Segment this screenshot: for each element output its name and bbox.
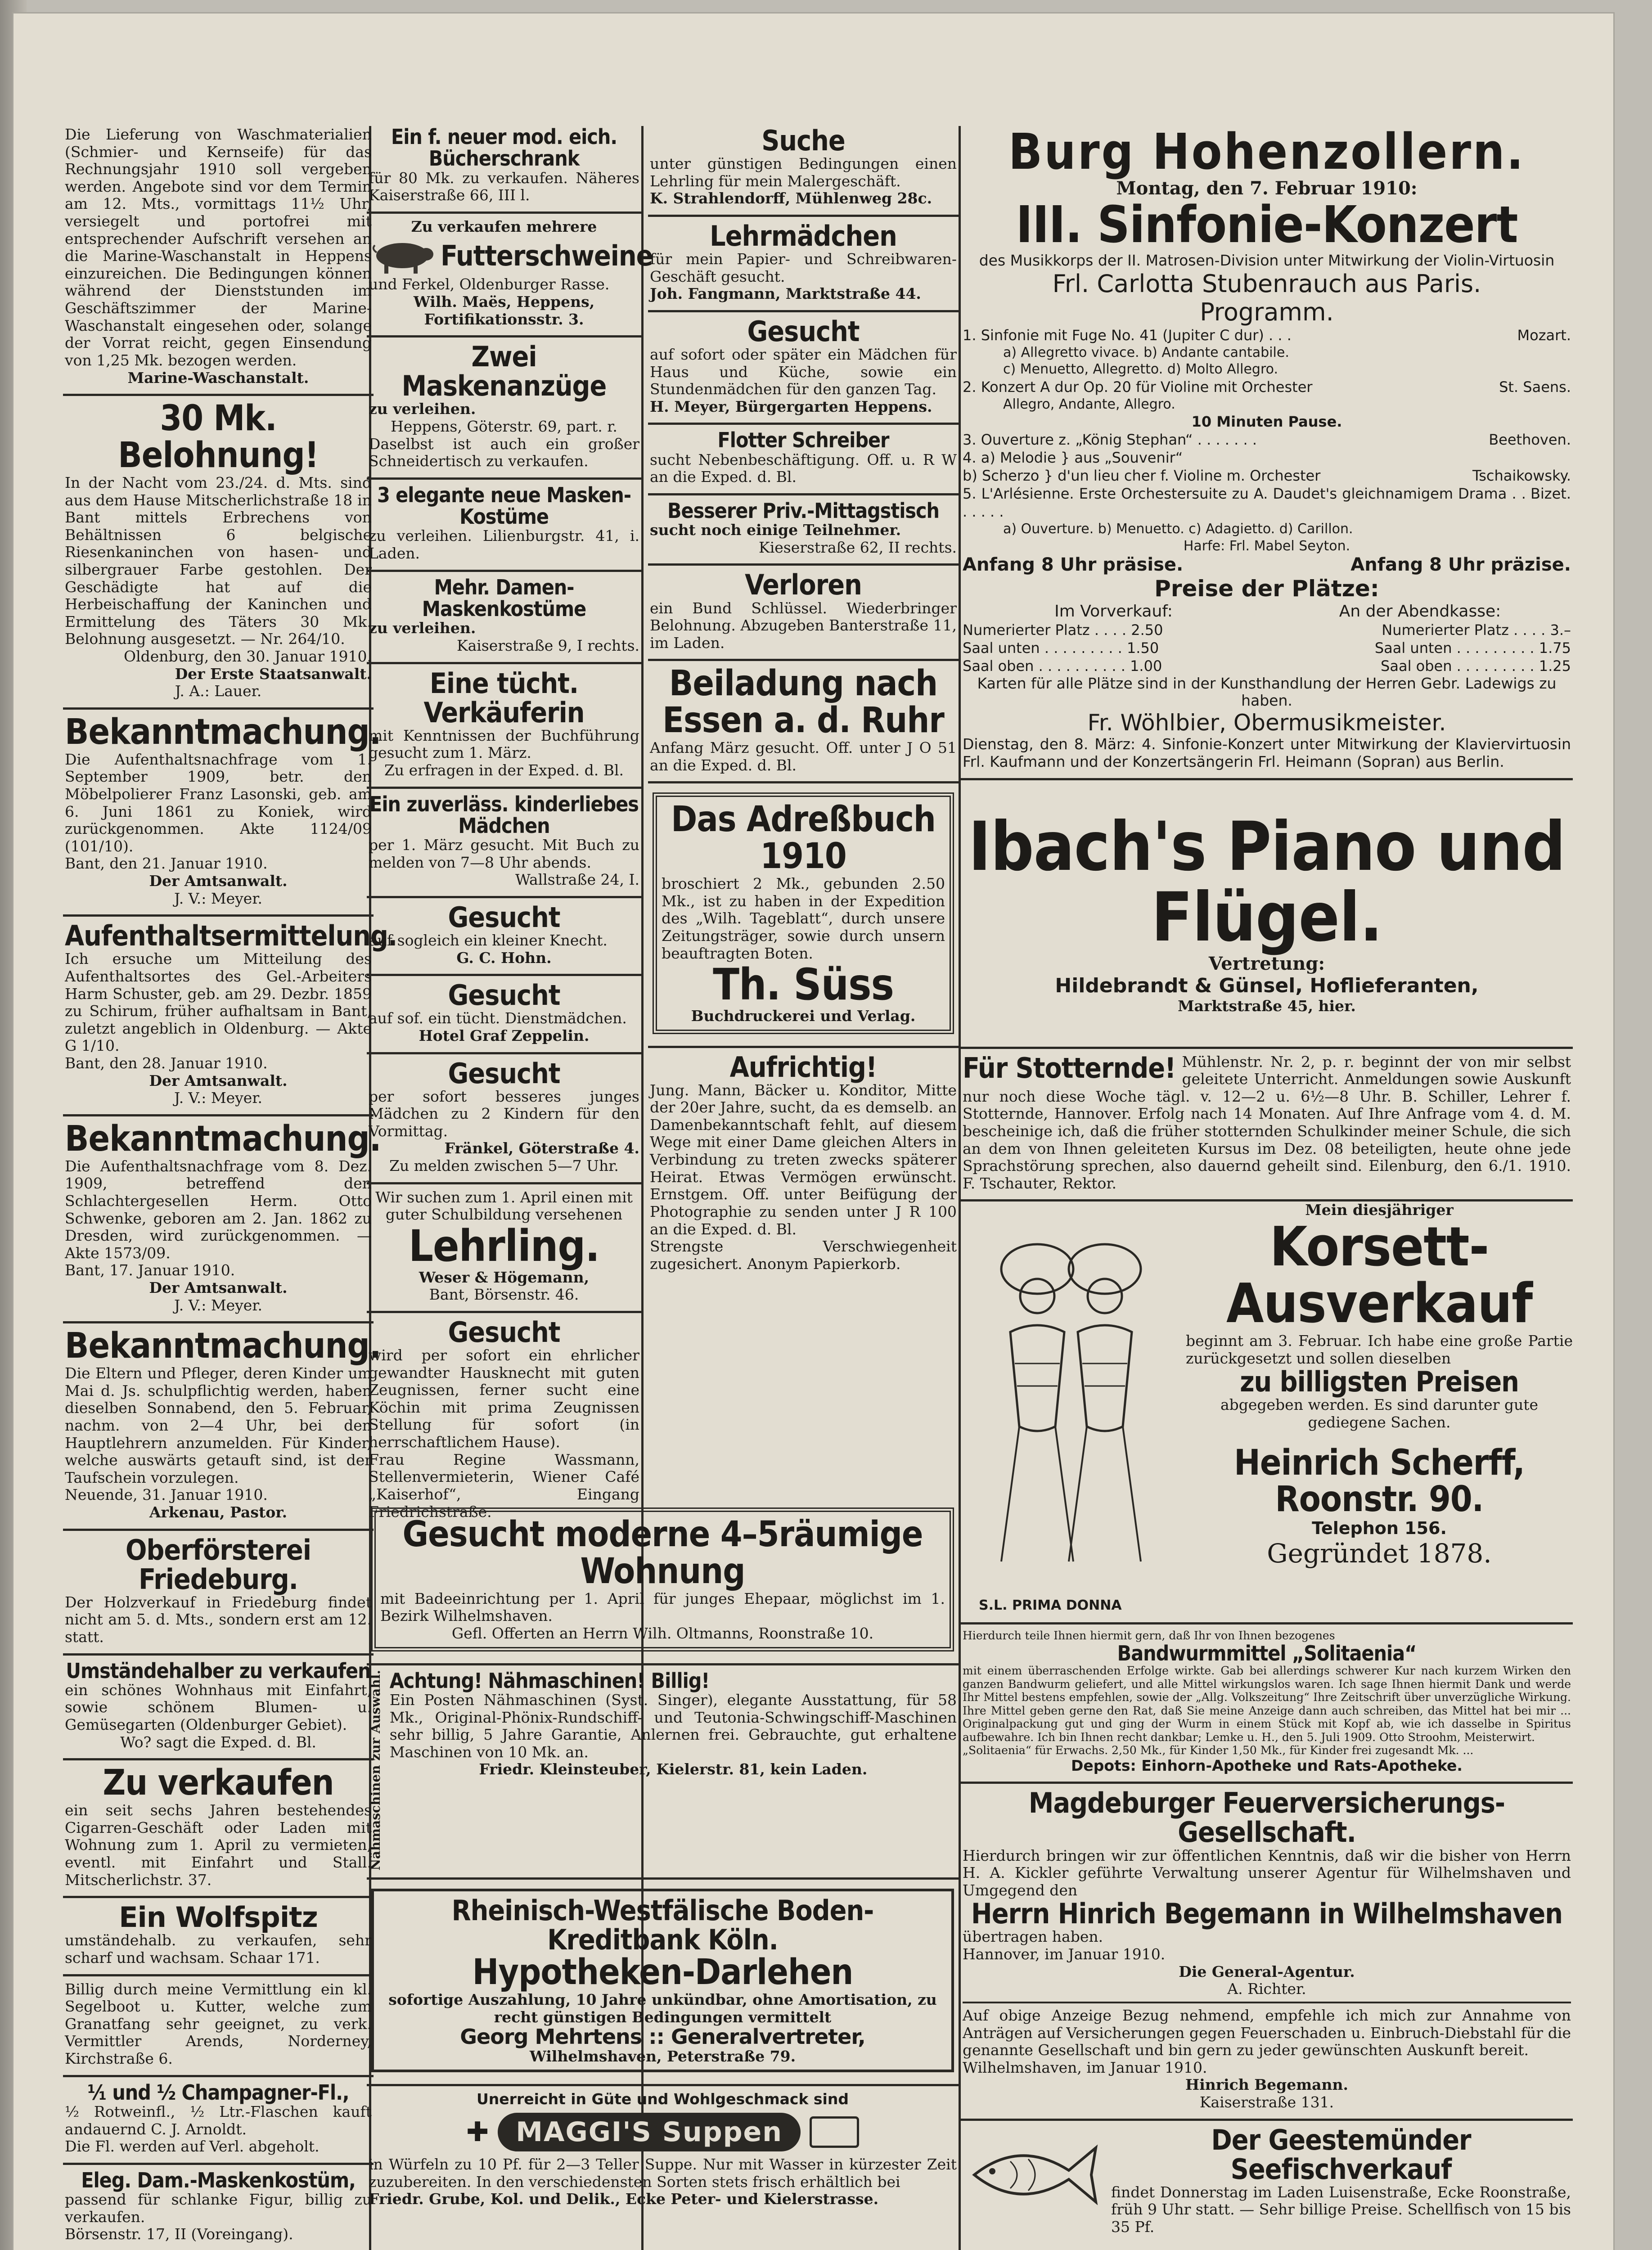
ad-text: Billig durch meine Vermittlung ein kl. Segelboot u. Kutter, welche zum Granatfang sehr geeignet, zu verk. Vermittler Arends, Norderney, Kirchstraße 6. bbox=[65, 1980, 372, 2067]
price-row: Saal unten . . . . . . . . . 1.50 Saal unten . . . . . . . . . 1.75 bbox=[963, 639, 1571, 657]
ad-address: Wilhelmshaven, Peterstraße 79. bbox=[529, 2047, 796, 2065]
ad-signature: Georg Mehrtens :: Generalvertreter, bbox=[460, 2025, 865, 2049]
ad-text: für mein Papier- und Schreibwaren-Geschäft gesucht. bbox=[650, 250, 957, 285]
ad-cigarren bbox=[63, 1760, 374, 1898]
ad-title: Futterschweine bbox=[441, 239, 653, 272]
concert-soloist: Frl. Carlotta Stubenrauch aus Paris. bbox=[1052, 269, 1481, 298]
ad-pretext: Wir suchen zum 1. April einen mit guter Schulbildung versehenen bbox=[375, 1188, 633, 1224]
ad-text: Die Fl. werden auf Verl. abgeholt. bbox=[65, 2138, 320, 2156]
ad-text: Jung. Mann, Bäcker u. Konditor, Mitte der 20er Jahre, sucht, da es demselb. an Damenbekanntschaft fehlt, auf diesem Wege mit einer Dame gleichen Alters in Verbindung zu treten zwecks späterer Heirat. Etwas Vermögen erwünscht. Ernstgem. Off. unter Beifügung der Photographie zu senden unter J R 100 an die Exped. d. Bl. bbox=[650, 1081, 957, 1238]
ad-text: Anfang März gesucht. Off. unter J O 51 an die Exped. d. Bl. bbox=[650, 739, 957, 774]
ad-rep: Vertretung: bbox=[1208, 953, 1325, 974]
ad-text: ½ Rotweinfl., ½ Ltr.-Flaschen kauft andauernd C. J. Arnoldt. bbox=[65, 2102, 372, 2138]
ad-text: Die Eltern und Pfleger, deren Kinder um Mai d. Js. schulpflichtig werden, haben dieselben Sonnabend, den 5. Februar, nachm. von 2—4 Uhr, bei den Hauptlehrern anzumelden. Für Kinder, welche auswärts getauft sind, ist der Taufschein vorzulegen. bbox=[65, 1364, 372, 1486]
ad-text: Die Aufenthaltsnachfrage vom 8. Dez. 1909, betreffend den Schlachtergesellen Herm. Otto Schwenke, geboren am 2. Jan. 1862 zu Dresden, wird zurückgenommen. — Akte 1573/09. bbox=[65, 1157, 372, 1262]
ad-signature: Der Amtsanwalt. bbox=[149, 872, 288, 890]
ad-place-date: Neuende, 31. Januar 1910. bbox=[65, 1486, 268, 1504]
program-row: 2. Konzert A dur Op. 20 für Violine mit Orchester St. Saens. bbox=[963, 378, 1571, 396]
ad-oberfoersterei bbox=[63, 1531, 374, 1656]
ad-address: Kaiserstraße 131. bbox=[1199, 2093, 1334, 2111]
ad-waschmaterialien bbox=[63, 122, 374, 396]
ad-title: Gesucht bbox=[448, 1057, 560, 1090]
ad-subtitle: Hypotheken-Darlehen bbox=[472, 1952, 853, 1993]
program-row: 3. Ouverture z. „König Stephan“ . . . . . . . Beethoven. bbox=[963, 431, 1571, 449]
ad-text: Gefl. Offerten an Herrn Wilh. Oltmanns, Roonstraße 10. bbox=[451, 1624, 874, 1642]
price-row: Saal oben . . . . . . . . . . 1.00 Saal oben . . . . . . . . . 1.25 bbox=[963, 657, 1571, 675]
ad-title: Das Adreßbuch 1910 bbox=[671, 799, 936, 877]
ad-signature: A. Richter. bbox=[1227, 1980, 1306, 1998]
concert-tickets: Karten für alle Plätze sind in der Kunsthandlung der Herren Gebr. Ladewigs zu haben. bbox=[977, 674, 1557, 710]
ad-signature: Der Erste Staatsanwalt. bbox=[175, 665, 372, 683]
ad-naehmaschinen bbox=[367, 1665, 959, 1880]
ad-signature: J. V.: Meyer. bbox=[174, 1089, 262, 1107]
ad-text: findet Donnerstag im Laden Luisenstraße, Ecke Roonstraße, früh 9 Uhr statt. — Sehr billige Preise. Schellfisch von 15 bis 35 Pf. bbox=[1111, 2183, 1571, 2236]
ad-text: auf sofort oder später ein Mädchen für Haus und Küche, sowie ein Stundenmädchen für den ganzen Tag. bbox=[650, 345, 957, 398]
ad-signature: J. A.: Lauer. bbox=[175, 682, 262, 700]
ad-schreiber bbox=[648, 425, 959, 495]
ad-title: Oberförsterei Friedeburg. bbox=[126, 1533, 311, 1596]
ad-title: Für Stotternde! bbox=[963, 1051, 1176, 1084]
ad-korsett bbox=[961, 1202, 1573, 1624]
ad-title: Gesucht bbox=[747, 315, 860, 348]
ad-buecherschrank bbox=[367, 122, 641, 214]
program-row: a) Allegretto vivace. b) Andante cantabile. bbox=[1003, 344, 1289, 360]
ad-signature: Wilh. Maës, Heppens, Fortifikationsstr. 3. bbox=[413, 293, 595, 328]
ad-signature: Arkenau, Pastor. bbox=[149, 1503, 288, 1521]
ad-place-date: Bant, den 21. Januar 1910. bbox=[65, 855, 268, 873]
ad-text: Die Aufenthaltsnachfrage vom 1. September 1909, betr. den Möbelpolierer Franz Lasonski, geb. am 6. Juni 1861 zu Koniek, wird zurückgenommen. Akte 1124/09 (101/10). bbox=[65, 750, 372, 855]
ad-place-date: Oldenburg, den 30. Januar 1910. bbox=[124, 648, 372, 666]
ad-text: Die Lieferung von Waschmaterialien (Schmier- und Kernseife) für das Rechnungsjahr 1910 soll vergeben werden. Angebote sind vor dem Termin am 12. Mts., vormittags 11½ Uhr, versiegelt und portofrei mit entsprechender Aufschrift versehen an die Marine-Waschanstalt in Heppens einzureichen. Die Bedingungen können während der Dienststunden im Geschäftszimmer der Marine-Waschanstalt eingesehen oder, solange der Vorrat reicht, gegen Einsendung von 1,25 Mk. bezogen werden. bbox=[65, 126, 372, 369]
ad-text: „Solitaenia“ für Erwachs. 2,50 Mk., für Kinder 1,50 Mk., für Kinder frei zugesandt Mk. ... bbox=[963, 1744, 1474, 1757]
ad-text: Daselbst ist auch ein großer Schneidertisch zu verkaufen. bbox=[369, 435, 639, 470]
ad-text: sofortige Auszahlung, 10 Jahre unkündbar, ohne Amortisation, zu recht günstigen Bedingungen vermittelt bbox=[388, 1991, 937, 2026]
ad-gesucht-haus-kueche bbox=[648, 312, 959, 425]
ad-text: unter günstigen Bedingungen einen Lehrling für mein Malergeschäft. bbox=[650, 155, 957, 190]
ad-title: Mehr. Damen-Maskenkostüme bbox=[422, 575, 586, 621]
ad-title: 30 Mk. Belohnung! bbox=[118, 398, 319, 476]
ad-address: Heppens, Göterstr. 69, part. r. bbox=[391, 418, 617, 436]
ad-masken-kostueme bbox=[367, 480, 641, 572]
ad-text: In der Nacht vom 23./24. d. Mts. sind aus dem Hause Mitscherlichstraße 18 in Bant mittels Erbrechens von Behältnissen 6 belgische Riesenkaninchen von hasen- und silbergrauer Farbe gestohlen. Der Geschädigte hat auf die Herbeischaffung der Kaninchen und Ermittelung des Täters 30 Mk. Belohnung ausgesetzt. — Nr. 264/10. bbox=[65, 473, 372, 648]
ad-title: Magdeburger Feuerversicherungs-Gesellschaft. bbox=[1028, 1786, 1505, 1849]
ad-firm: Heinrich Scherff, Roonstr. 90. bbox=[1234, 1442, 1525, 1520]
ad-title: Gesucht moderne 4–5räumige Wohnung bbox=[402, 1514, 923, 1592]
ad-suche bbox=[648, 122, 959, 217]
pig-icon bbox=[369, 235, 436, 276]
ad-text: ein seit sechs Jahren bestehendes Cigarren-Geschäft oder Laden mit Wohnung zum 1. April zu vermieten, eventl. mit Einfahrt und Stall. Mitscherlichstr. 37. bbox=[65, 1801, 372, 1889]
ad-address: Wallstraße 24, I. bbox=[515, 871, 639, 889]
ad-adressbuch bbox=[648, 783, 959, 1048]
ad-text: per 1. März gesucht. Mit Buch zu melden von 7—8 Uhr abends. bbox=[369, 836, 639, 871]
ad-solitaenia bbox=[961, 1624, 1573, 1784]
ad-title: Bekanntmachung. bbox=[65, 1326, 381, 1367]
ad-signature: Joh. Fangmann, Marktstraße 44. bbox=[650, 285, 921, 303]
ad-wohnung bbox=[367, 1498, 959, 1665]
ad-text: ein schönes Wohnhaus mit Einfahrt, sowie schönem Blumen- u. Gemüsegarten (Oldenburger Gebiet). bbox=[65, 1681, 372, 1734]
ad-title: Bandwurmmittel „Solitaenia“ bbox=[1117, 1641, 1417, 1665]
ad-signature: Der Amtsanwalt. bbox=[149, 1071, 288, 1089]
concert-venue: Burg Hohenzollern. bbox=[1008, 123, 1526, 180]
ad-text: umständehalb. zu verkaufen, sehr scharf und wachsam. Schaar 171. bbox=[65, 1931, 372, 1966]
ad-place-date: Bant, den 28. Januar 1910. bbox=[65, 1054, 268, 1072]
concert-date: Montag, den 7. Februar 1910: bbox=[1116, 177, 1418, 199]
ad-futterschweine bbox=[367, 214, 653, 338]
corset-brand: S.L. PRIMA DONNA bbox=[979, 1598, 1122, 1614]
ad-address: Marktstraße 45, hier. bbox=[1178, 997, 1356, 1015]
ad-title: 3 elegante neue Masken-Kostüme bbox=[377, 482, 631, 529]
ad-text: auf sogleich ein kleiner Knecht. bbox=[369, 932, 608, 950]
program-pause: 10 Minuten Pause. bbox=[1191, 413, 1342, 431]
ad-mittagstisch bbox=[648, 495, 959, 566]
ad-text: per sofort besseres junges Mädchen zu 2 Kindern für den Vormittag. bbox=[369, 1087, 639, 1140]
ad-wohnhaus bbox=[63, 1656, 374, 1761]
ad-phone: Telephon 156. bbox=[1312, 1518, 1447, 1539]
ad-signature: J. V.: Meyer. bbox=[174, 1296, 262, 1314]
ad-magdeburger bbox=[961, 1784, 1573, 2120]
column-4 bbox=[961, 122, 1573, 2250]
price-row: Numerierter Platz . . . . 2.50 Numerierter Platz . . . . 3.– bbox=[963, 621, 1571, 639]
program-row: c) Menuetto, Allegretto. d) Molto Allegro. bbox=[1003, 361, 1278, 378]
ad-firm: Th. Süss bbox=[713, 959, 894, 1010]
ad-address: Kaiserstraße 9, I rechts. bbox=[456, 636, 639, 654]
program-row: a) Ouverture. b) Menuetto. c) Adagietto. d) Carillon. bbox=[1003, 521, 1353, 537]
ad-title: Ein Wolfspitz bbox=[119, 1901, 318, 1934]
ad-signature: Hotel Graf Zeppelin. bbox=[419, 1026, 590, 1044]
ad-pretext: Zu verkaufen mehrere bbox=[411, 217, 597, 235]
concert-start: Anfang 8 Uhr präsise. Anfang 8 Uhr präzise. bbox=[963, 554, 1571, 576]
ad-title: Korsett-Ausverkauf bbox=[1226, 1216, 1532, 1336]
ad-maedchen bbox=[367, 789, 641, 898]
ad-text: passend für schlanke Figur, billig zu verkaufen. bbox=[65, 2191, 372, 2226]
ad-text: in Würfeln zu 10 Pf. für 2—3 Teller Suppe. Nur mit Wasser in kürzester Zeit zuzubereiten. In den verschiedensten Sorten stets frisch erhältlich bei bbox=[369, 2156, 957, 2191]
ad-bekanntmachung-1 bbox=[63, 710, 381, 917]
program-row: Allegro, Andante, Allegro. bbox=[1003, 396, 1175, 412]
ad-signature: G. C. Hohn. bbox=[456, 949, 552, 967]
wide-ads-block bbox=[367, 1498, 959, 2250]
ad-bekanntmachung-2 bbox=[63, 1116, 381, 1323]
concert-program-head: Programm. bbox=[1200, 297, 1334, 326]
program-row: 4. a) Melodie } aus „Souvenir“ bbox=[963, 449, 1183, 467]
ad-maskenanzuege bbox=[367, 338, 641, 480]
ad-title: Bekanntmachung. bbox=[65, 711, 381, 752]
ad-signature: Der Amtsanwalt. bbox=[149, 1278, 288, 1296]
ad-title: Ein zuverläss. kinderliebes Mädchen bbox=[369, 792, 639, 838]
ad-address: Kieserstraße 62, II rechts. bbox=[759, 538, 957, 556]
ad-text: zu verleihen. Lilienburgstr. 41, i. Laden. bbox=[369, 527, 639, 562]
ad-signature: Friedr. Kleinsteuber, Kielerstr. 81, kein Laden. bbox=[479, 1760, 868, 1778]
ad-belohnung bbox=[63, 396, 374, 710]
ad-title: MAGGI'S Suppen bbox=[498, 2113, 801, 2151]
ad-gesucht-knecht bbox=[367, 898, 641, 976]
ad-text: ein Bund Schlüssel. Wiederbringer Belohnung. Abzugeben Banterstraße 11, im Laden. bbox=[650, 599, 957, 652]
ad-text: wird per sofort ein ehrlicher gewandter Hausknecht mit guten Zeugnissen, ferner sucht eine Köchin mit prima Zeugnissen Stellung für sofort (in herrschaftlichem Hause). bbox=[369, 1346, 639, 1451]
ad-side-label: Nähmaschinen zur Auswahl. bbox=[368, 1670, 383, 1871]
ad-gesucht-hausknecht bbox=[367, 1313, 641, 1528]
ad-title: Aufrichtig! bbox=[729, 1050, 877, 1084]
corset-ladies-illustration bbox=[970, 1228, 1172, 1570]
ad-title: Ibach's Piano und Flügel. bbox=[968, 807, 1566, 957]
ad-text: Zu melden zwischen 5—7 Uhr. bbox=[389, 1157, 619, 1175]
ad-text: beginnt am 3. Februar. Ich habe eine große Partie zurückgesetzt und sollen dieselben bbox=[1186, 1332, 1573, 1367]
concert-sub: des Musikkorps der II. Matrosen-Division unter Mitwirkung der Violin-Virtuosin bbox=[979, 251, 1555, 269]
cross-star-icon: ✚ bbox=[466, 2116, 489, 2148]
ad-text: Wo? sagt die Exped. d. Bl. bbox=[120, 1733, 316, 1751]
ad-firm-sub: Buchdruckerei und Verlag. bbox=[691, 1007, 916, 1025]
ad-title: ⅟₁ und ½ Champagner-Fl., bbox=[87, 2080, 349, 2105]
concert-program bbox=[963, 326, 1571, 555]
ad-text: Frau Regine Wassmann, Stellenvermieterin, Wiener Café „Kaiserhof“, Eingang Friedrichstraße. bbox=[369, 1450, 639, 1521]
ad-title: Ein f. neuer mod. eich. Bücherschrank bbox=[391, 125, 617, 171]
ad-signature: Fränkel, Göterstraße 4. bbox=[444, 1139, 639, 1157]
ad-segelboot bbox=[63, 1976, 374, 2077]
prices-header-row: Im Vorverkauf: An der Abendkasse: bbox=[1054, 602, 1501, 621]
ad-text: Strengste Verschwiegenheit zugesichert. Anonym Papierkorb. bbox=[650, 1238, 957, 1273]
program-row: 1. Sinfonie mit Fuge No. 41 (Jupiter C dur) . . . Mozart. bbox=[963, 326, 1571, 344]
ad-text: und Ferkel, Oldenburger Rasse. bbox=[369, 275, 610, 293]
ad-gesucht-junges-maedchen bbox=[367, 1054, 641, 1184]
ad-text: sucht noch einige Teilnehmer. bbox=[650, 521, 901, 539]
ad-place-date: Hannover, im Januar 1910. bbox=[963, 1945, 1166, 1963]
ad-wolfspitz bbox=[63, 1898, 374, 1976]
ad-champagner bbox=[63, 2077, 374, 2165]
ad-founded: Gegründet 1878. bbox=[1267, 1538, 1492, 1569]
ad-signature: K. Strahlendorff, Mühlenweg 28c. bbox=[650, 189, 932, 207]
concert-prices-head: Preise der Plätze: bbox=[1154, 576, 1379, 602]
program-row: b) Scherzo } d'un lieu cher f. Violine m. Orchester Tschaikowsky. bbox=[963, 467, 1571, 485]
ad-address: Bant, Börsenstr. 46. bbox=[429, 1286, 579, 1304]
ad-verloren bbox=[648, 566, 959, 661]
ad-title: Eleg. Dam.-Maskenkostüm, bbox=[81, 2168, 356, 2192]
program-row: 5. L'Arlésienne. Erste Orchestersuite zu A. Daudet's gleichnamigem Drama . . . . . . . Bizet. bbox=[963, 485, 1571, 521]
ad-title: Beiladung nach Essen a. d. Ruhr bbox=[662, 663, 944, 741]
ad-firm: Hildebrandt & Günsel, Hoflieferanten, bbox=[1055, 974, 1479, 998]
ad-text: übertragen haben. bbox=[963, 1928, 1103, 1946]
prices-table bbox=[963, 621, 1571, 675]
ad-title: Aufenthaltsermittelung. bbox=[65, 919, 397, 953]
ad-title: Eine tücht. Verkäuferin bbox=[423, 666, 585, 729]
ad-text: mit einem überraschenden Erfolge wirkte. Gab bei allerdings schwerer Kur nach kurzem Wirken den ganzen Bandwurm geliefert, und alle Mittel wirkungslos waren. Ich sage Ihnen hiermit Dank und werde Ihr Mittel bestens empfehlen, sowie der „Allg. Volkszeitung“ Ihre Zeitschrift über unverzügliche Wirkung. Ihre Mittel geben gerne den Rat, daß Sie meine Anzeige dann auch schreiben, das Mittel hat bei mir ... Originalpackung gut und ging der Wurm in einem Stück mit Kopf ab, wie ich dasselbe in Spiritus aufbewahre. Ich bin Ihnen recht dankbar; Lemke u. H., den 5. Juli 1909. Otto Stroohm, Meisterwirt. bbox=[963, 1664, 1571, 1744]
soup-package-icon bbox=[810, 2116, 859, 2148]
ad-maggi bbox=[367, 2086, 959, 2215]
ad-text: zu verleihen. bbox=[369, 619, 476, 637]
concert-next: Dienstag, den 8. März: 4. Sinfonie-Konzert unter Mitwirkung der Klaviervirtuosin Frl. Kaufmann und der Konzertsängerin Frl. Heimann (Sopran) aus Berlin. bbox=[963, 735, 1571, 771]
ad-text: Hierdurch bringen wir zur öffentlichen Kenntnis, daß wir die bisher von Herrn H. A. Kickler geführte Verwaltung unserer Agentur für Wilhelmshaven und Umgegend den bbox=[963, 1846, 1571, 1899]
ad-title: Verloren bbox=[745, 568, 862, 602]
ad-signature: H. Meyer, Bürgergarten Heppens. bbox=[650, 397, 932, 415]
ad-text: Ich ersuche um Mitteilung des Aufenthaltsortes des Gel.-Arbeiters Harm Schuster, geb. am 29. Dezbr. 1859 zu Schirum, früher aufhaltsam in Bant, zuletzt angeblich in Oldenburg. — Akte G 1/10. bbox=[65, 950, 372, 1055]
ad-title: Achtung! Nähmaschinen! Billig! bbox=[389, 1668, 710, 1693]
ad-signature: Weser & Högemann, bbox=[419, 1268, 590, 1286]
ad-title: Zwei Maskenanzüge bbox=[401, 340, 607, 403]
ad-title: Lehrmädchen bbox=[710, 219, 897, 252]
ad-title: Besserer Priv.-Mittagstisch bbox=[667, 498, 940, 523]
ad-text: Mühlenstr. Nr. 2, p. r. beginnt der von mir selbst geleitete Unterricht. Anmeldungen sowie Auskunft nur noch diese Woche tägl. v. 12—2 u. 6½—8 Uhr. B. Schiller, Lehrer f. Stotternde, Hannover. Erfolg nach 14 Monaten. Auf Ihre Anfrage vom 4. d. M. bescheinige ich, daß die früher stotternden Schulkinder meiner Schule, die sich an dem von Ihnen geleiteten Kursus im Dez. 08 beteiligten, heute ohne jede Sprachstörung sprechen, also dauernd geheilt sind. Eilenburg, den 6./1. 1910. F. Tschauter, Rektor. bbox=[963, 1053, 1571, 1192]
ad-title: Gesucht bbox=[448, 979, 560, 1012]
column-3 bbox=[648, 122, 959, 1498]
fish-illustration bbox=[965, 2130, 1100, 2220]
ad-text: mit Badeeinrichtung per 1. April für junges Ehepaar, möglichst im 1. Bezirk Wilhelmshaven. bbox=[380, 1589, 945, 1625]
ad-text: Auf obige Anzeige Bezug nehmend, empfehle ich mich zur Annahme von Anträgen auf Versicherungen gegen Feuerschaden u. Einbruch-Diebstahl für die genannte Gesellschaft und bin gern zu jeder gewünschten Auskunft bereit. bbox=[963, 2006, 1571, 2059]
ad-damen-maskenkostueme bbox=[367, 572, 641, 664]
ad-text: abgegeben werden. Es sind darunter gute gediegene Sachen. bbox=[1220, 1396, 1539, 1431]
ad-title: Zu verkaufen bbox=[103, 1763, 334, 1804]
ad-signature: Die General-Agentur. bbox=[1179, 1962, 1355, 1980]
ad-text: sucht Nebenbeschäftigung. Off. u. R W an die Exped. d. Bl. bbox=[650, 450, 957, 486]
ad-gesucht-dienstmaedchen bbox=[367, 976, 641, 1054]
ad-signature: Marine-Waschanstalt. bbox=[127, 369, 309, 387]
ad-pretext: Hierdurch teile Ihnen hiermit gern, daß Ihr von Ihnen bezogenes bbox=[963, 1629, 1335, 1642]
ad-text: für 80 Mk. zu verkaufen. Näheres Kaiserstraße 66, III l. bbox=[369, 169, 639, 204]
ad-signature: Hinrich Begemann. bbox=[1185, 2076, 1348, 2094]
ad-concert bbox=[961, 122, 1573, 780]
ad-text: Börsenstr. 17, II (Voreingang). bbox=[65, 2225, 293, 2243]
ad-verkaeuferin bbox=[367, 664, 641, 789]
ad-text: Zu erfragen in der Exped. d. Bl. bbox=[384, 761, 624, 779]
ad-pretext: Unerreicht in Güte und Wohlgeschmack sind bbox=[477, 2090, 849, 2108]
ad-bekanntmachung-3 bbox=[63, 1323, 381, 1530]
ad-text: zu verleihen. bbox=[369, 400, 476, 418]
ad-seefisch bbox=[961, 2121, 1573, 2243]
ad-title: Rheinisch-Westfälische Boden-Kreditbank Köln. bbox=[451, 1894, 874, 1957]
ad-depots: Depots: Einhorn-Apotheke und Rats-Apotheke. bbox=[1071, 1756, 1463, 1774]
ad-beiladung bbox=[648, 661, 959, 783]
ad-text: broschiert 2 Mk., gebunden 2.50 Mk., ist zu haben in der Expedition des „Wilh. Tageblatt“, durch unsere Zeitungsträger, sowie durch unsern beauftragten Boten. bbox=[662, 875, 945, 962]
ad-text: auf sof. ein tücht. Dienstmädchen. bbox=[369, 1009, 627, 1027]
ad-lehrling bbox=[367, 1184, 641, 1313]
ad-title: Gesucht bbox=[448, 900, 560, 934]
ad-title: Der Geestemünder Seefischverkauf bbox=[1211, 2123, 1471, 2186]
ad-text: Der Holzverkauf in Friedeburg findet nicht am 5. d. Mts., sondern erst am 12. statt. bbox=[65, 1593, 372, 1646]
ad-title: Lehrling. bbox=[408, 1220, 600, 1271]
concert-conductor: Fr. Wöhlbier, Obermusikmeister. bbox=[1087, 709, 1446, 736]
program-harp: Harfe: Frl. Mabel Seyton. bbox=[1183, 538, 1350, 554]
ad-title: Bekanntmachung. bbox=[65, 1118, 381, 1159]
divider bbox=[963, 2002, 1571, 2003]
ad-text: mit Kenntnissen der Buchführung gesucht zum 1. März. bbox=[369, 726, 639, 762]
ad-signature: J. V.: Meyer. bbox=[174, 889, 262, 907]
ad-lehrmaedchen bbox=[648, 217, 959, 312]
ad-place-date: Wilhelmshaven, im Januar 1910. bbox=[963, 2058, 1207, 2076]
ad-aufrichtig bbox=[648, 1048, 959, 1280]
ad-place-date: Bant, 17. Januar 1910. bbox=[65, 1261, 235, 1279]
ad-pretext: Mein diesjähriger bbox=[1305, 1201, 1454, 1219]
column-2 bbox=[367, 122, 653, 1521]
ad-name: Herrn Hinrich Begemann in Wilhelmshaven bbox=[971, 1897, 1562, 1930]
ad-stotternde bbox=[961, 1049, 1573, 1202]
ad-title: Suche bbox=[761, 124, 845, 157]
ad-aufenthaltsermittelung bbox=[63, 917, 397, 1116]
ad-signature: Friedr. Grube, Kol. und Delik., Ecke Peter- und Kielerstrasse. bbox=[369, 2190, 879, 2208]
concert-title: III. Sinfonie-Konzert bbox=[1016, 196, 1518, 255]
ad-maskenkostuem bbox=[63, 2165, 374, 2250]
ad-text: Ein Posten Nähmaschinen (Syst. Singer), elegante Ausstattung, für 58 Mk., Original-Phönix-Rundschiff- und Teutonia-Schwingschiff-Maschinen sehr billig, 5 Jahre Garantie, Anlernen frei. Gebrauchte, gut erhaltene Maschinen von 10 Mk. an. bbox=[389, 1691, 957, 1761]
ad-ibach bbox=[961, 780, 1573, 1049]
ad-title: Umständehalber zu verkaufen bbox=[66, 1658, 371, 1683]
ad-bodenkreditbank bbox=[367, 1880, 959, 2086]
ad-title: Flotter Schreiber bbox=[717, 428, 889, 453]
ad-highlight: zu billigsten Preisen bbox=[1240, 1365, 1519, 1399]
ad-title: Gesucht bbox=[448, 1315, 560, 1349]
